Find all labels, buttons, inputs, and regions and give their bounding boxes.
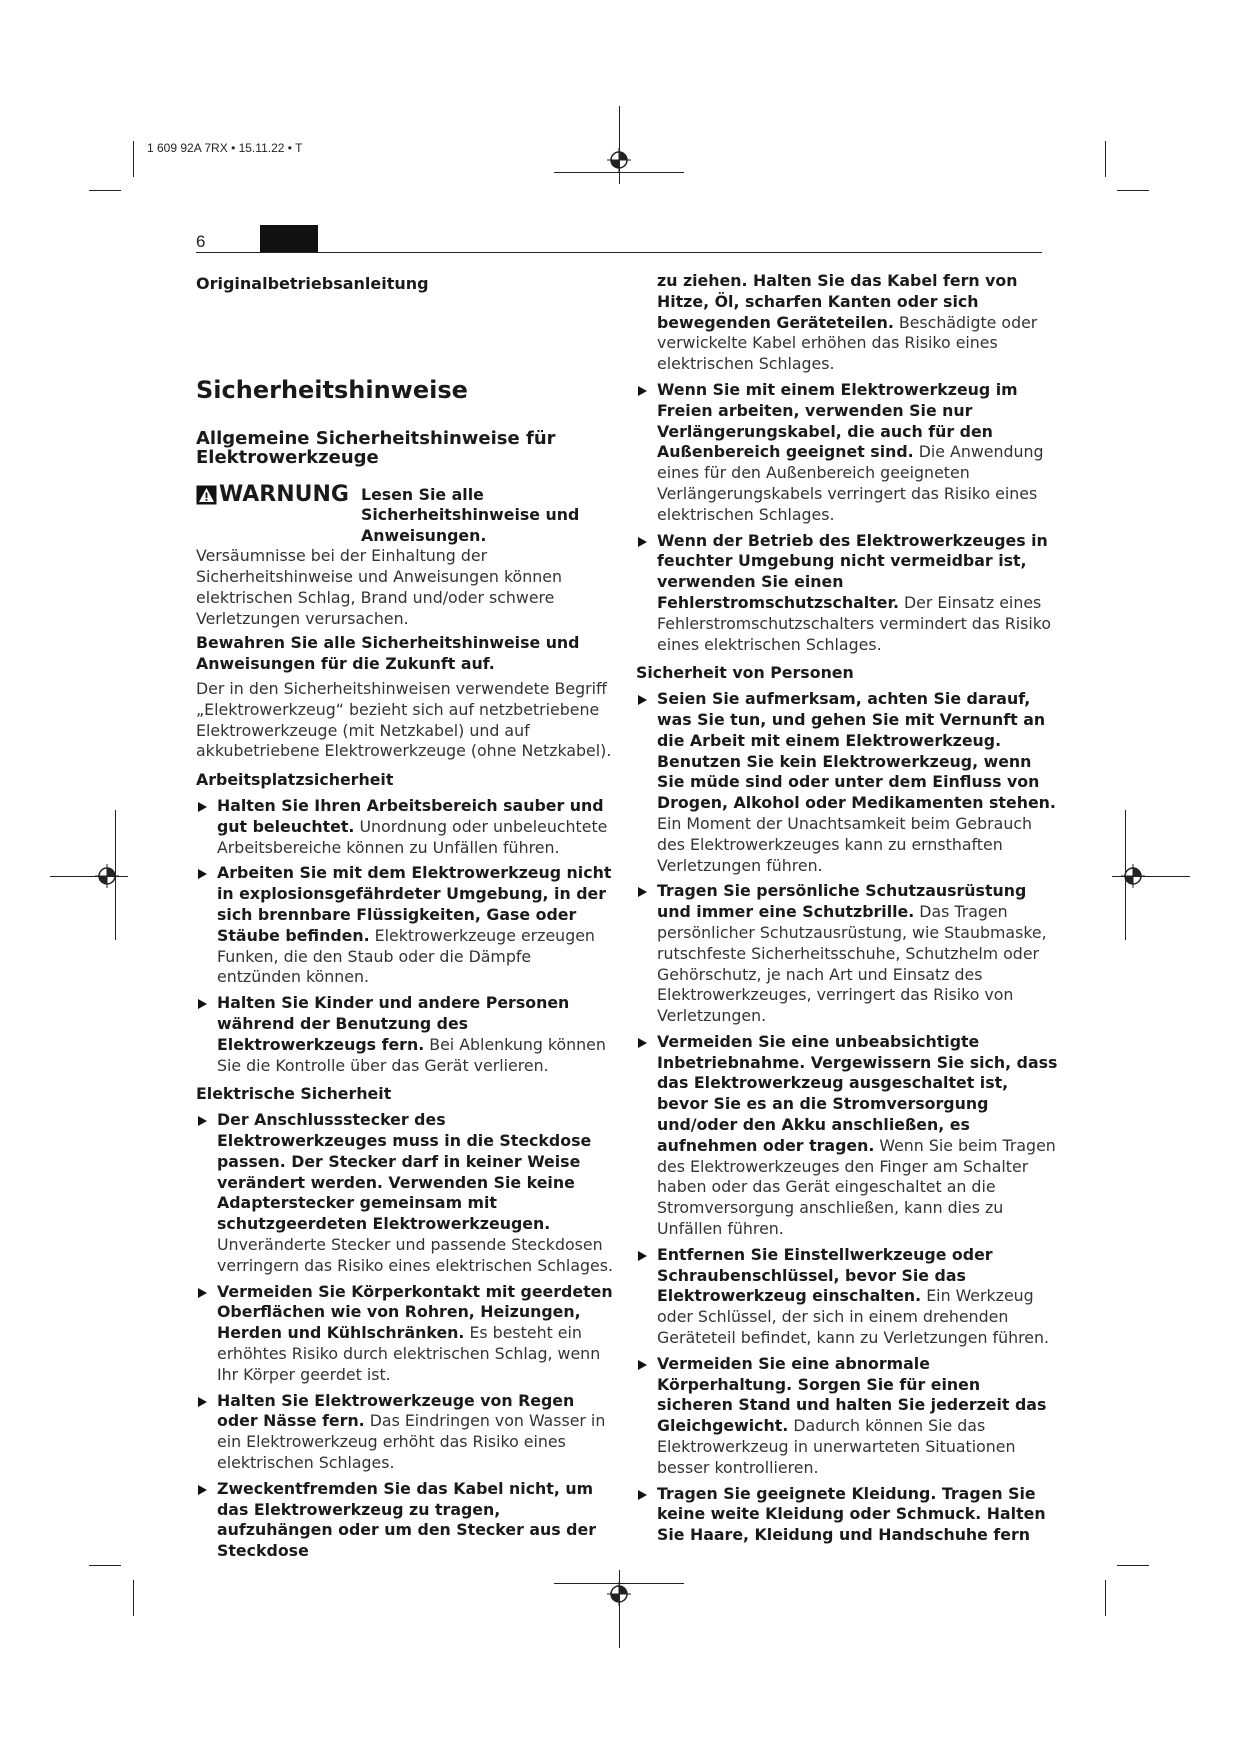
item-lead: Wenn der Betrieb des Elektrowerkzeuges in feuchter Umgebung nicht vermeidbar ist, verwenden Sie einen Fehlerstromschutzschalter. (657, 530, 1048, 612)
item-text: Wenn Sie beim Tragen des Elektrowerkzeuges den Finger am Schalter haben oder das Gerät eingeschaltet an die Stromversorgung anschließen, kann dies zu Unfällen führen. (657, 1135, 1056, 1239)
workplace-heading: Arbeitsplatzsicherheit (196, 770, 394, 790)
item-text: Der Einsatz eines Fehlerstromschutzschalters vermindert das Risiko eines elektrischen Schlages. (657, 592, 1051, 654)
warning-block (196, 483, 616, 547)
page-tab (260, 225, 318, 252)
list-item (196, 1110, 616, 1276)
list-item (196, 1391, 616, 1474)
warning-text: Versäumnisse bei der Einhaltung der Sicherheitshinweise und Anweisungen können elektrischen Schlag, Brand und/oder schwere Verletzungen verursachen. (196, 546, 562, 628)
item-text: Das Tragen persönlicher Schutzausrüstung, wie Staubmaske, rutschfeste Sicherheitsschuhe, Schutzhelm oder Gehörschutz, je nach Art und Einsatz des Elektrowerkzeuges, verringert das Risiko von Verletzungen. (657, 902, 1047, 1026)
list-item (196, 1282, 616, 1386)
item-lead: Tragen Sie geeignete Kleidung. Tragen Sie keine weite Kleidung oder Schmuck. Halten Sie Haare, Kleidung und Handschuhe fern (657, 1483, 1046, 1545)
bullet-arrow-icon (198, 1485, 207, 1495)
warning-word: WARNUNG (219, 481, 349, 507)
crop-mark (1117, 190, 1149, 191)
item-lead: Tragen Sie persönliche Schutzausrüstung und immer eine Schutzbrille. (657, 881, 1027, 922)
item-lead: Halten Sie Kinder und andere Personen während der Benutzung des Elektrowerkzeugs fern. (217, 993, 570, 1054)
bullet-arrow-icon (198, 1288, 207, 1298)
bullet-arrow-icon (638, 386, 647, 396)
left-column (196, 270, 616, 1562)
item-lead: Zweckentfremden Sie das Kabel nicht, um das Elektrowerkzeug zu tragen, aufzuhängen oder um den Stecker aus der Steckdose (217, 1478, 596, 1561)
list-item (636, 1484, 1061, 1546)
list-item (636, 689, 1061, 876)
header-rule (196, 252, 1042, 253)
warning-label (196, 483, 349, 507)
keep-notice: Bewahren Sie alle Sicherheitshinweise und Anweisungen für die Zukunft auf. (196, 633, 580, 674)
bullet-arrow-icon (638, 537, 647, 547)
list-item (196, 993, 616, 1076)
item-text: Elektrowerkzeuge erzeugen Funken, die den Staub oder die Dämpfe entzünden können. (217, 925, 595, 987)
list-item (636, 1032, 1061, 1240)
bullet-arrow-icon (638, 887, 647, 897)
item-lead: Halten Sie Ihren Arbeitsbereich sauber und gut beleuchtet. (217, 796, 604, 836)
term-definition: Der in den Sicherheitshinweisen verwendete Begriff „Elektrowerkzeug“ bezieht sich auf netzbetriebene Elektrowerkzeuge (mit Netzkabel) und auf akkubetriebene Elektrowerkzeuge (ohne Netzkabel). (196, 679, 612, 761)
electrical-heading: Elektrische Sicherheit (196, 1084, 392, 1104)
item-text: Unordnung oder unbeleuchtete Arbeitsbereiche können zu Unfällen führen. (217, 816, 608, 857)
item-text: Dadurch können Sie das Elektrowerkzeug in unerwarteten Situationen besser kontrollieren. (657, 1416, 1016, 1477)
section-title: Sicherheitshinweise (196, 375, 468, 404)
list-item (636, 1354, 1061, 1479)
list-item (636, 1245, 1061, 1349)
item-lead: Arbeiten Sie mit dem Elektrowerkzeug nicht in explosionsgefährdeter Umgebung, in der sich brennbare Flüssigkeiten, Gase oder Stäube befinden. (217, 863, 612, 945)
bullet-arrow-icon (198, 1397, 207, 1407)
list-item (636, 531, 1061, 656)
list-item (636, 881, 1061, 1027)
item-lead: Vermeiden Sie eine abnormale Körperhaltung. Sorgen Sie für einen sicheren Stand und halten Sie jederzeit das Gleichgewicht. (657, 1353, 1047, 1436)
registration-mark-icon (607, 1582, 631, 1606)
list-item (196, 1479, 616, 1562)
crop-mark (1105, 1580, 1106, 1616)
item-text: Ein Moment der Unachtsamkeit beim Gebrauch des Elektrowerkzeuges kann zu ernsthaften Verletzungen führen. (657, 813, 1033, 875)
bullet-arrow-icon (638, 1038, 647, 1048)
item-text: Das Eindringen von Wasser in ein Elektrowerkzeug erhöht das Risiko eines elektrischen Schlages. (217, 1411, 606, 1472)
bullet-arrow-icon (638, 1490, 647, 1500)
bullet-arrow-icon (198, 802, 207, 812)
bullet-arrow-icon (198, 869, 207, 879)
warning-lead: Lesen Sie alle Sicherheitshinweise und Anweisungen. (361, 484, 580, 545)
item-lead: zu ziehen. Halten Sie das Kabel fern von Hitze, Öl, scharfen Kanten oder sich bewegenden Geräteteilen. (657, 271, 1018, 332)
crop-mark (1105, 141, 1106, 177)
right-column (636, 271, 1061, 1546)
print-info: 1 609 92A 7RX • 15.11.22 • T (147, 141, 303, 155)
list-item (636, 380, 1061, 526)
doc-label: Originalbetriebsanleitung (196, 274, 429, 293)
bullet-arrow-icon (198, 999, 207, 1009)
crop-mark (89, 1565, 121, 1566)
bullet-arrow-icon (198, 1116, 207, 1126)
item-lead: Vermeiden Sie eine unbeabsichtigte Inbetriebnahme. Vergewissern Sie sich, dass das Elektrowerkzeug ausgeschaltet ist, bevor Sie es an die Stromversorgung und/oder den Akku anschließen, es aufnehmen oder tragen. (657, 1031, 1058, 1155)
personal-heading: Sicherheit von Personen (636, 663, 854, 683)
bullet-arrow-icon (638, 1360, 647, 1370)
list-item-continuation (636, 271, 1061, 375)
item-text: Ein Werkzeug oder Schlüssel, der sich in einem drehenden Geräteteil befindet, kann zu Verletzungen führen. (657, 1286, 1050, 1348)
item-text: Die Anwendung eines für den Außenbereich geeigneten Verlängerungskabels verringert das Risiko eines elektrischen Schlages. (657, 442, 1044, 524)
registration-mark-icon (95, 864, 119, 888)
item-lead: Seien Sie aufmerksam, achten Sie darauf, was Sie tun, und gehen Sie mit Vernunft an die Arbeit mit einem Elektrowerkzeug. Benutzen Sie kein Elektrowerkzeug, wenn Sie müde sind oder unter dem Einfluss von Drogen, Alkohol oder Medikamenten stehen. (657, 689, 1056, 813)
item-lead: Der Anschlussstecker des Elektrowerkzeuges muss in die Steckdose passen. Der Stecker darf in keiner Weise verändert werden. Verwenden Sie keine Adapterstecker gemeinsam mit schutzgeerdeten Elektrowerkzeugen. (217, 1110, 592, 1234)
crop-mark (133, 1580, 134, 1616)
item-lead: Halten Sie Elektrowerkzeuge von Regen oder Nässe fern. (217, 1390, 575, 1431)
registration-mark-icon (1121, 864, 1145, 888)
bullet-arrow-icon (638, 695, 647, 705)
subsection-title: Allgemeine Sicherheitshinweise für Elektrowerkzeuge (196, 427, 556, 468)
item-lead: Wenn Sie mit einem Elektrowerkzeug im Freien arbeiten, verwenden Sie nur Verlängerungskabel, die auch für den Außenbereich geeignet sind. (657, 379, 1018, 462)
item-text: Es besteht ein erhöhtes Risiko durch elektrischen Schlag, wenn Ihr Körper geerdet ist. (217, 1323, 601, 1384)
registration-line (619, 106, 620, 184)
page-number: 6 (196, 232, 206, 251)
item-text: Bei Ablenkung können Sie die Kontrolle über das Gerät verlieren. (217, 1034, 606, 1075)
item-text: Beschädigte oder verwickelte Kabel erhöhen das Risiko eines elektrischen Schlages. (657, 312, 1038, 374)
crop-mark (1117, 1565, 1149, 1566)
list-item (196, 863, 616, 988)
list-item (196, 796, 616, 858)
crop-mark (89, 190, 121, 191)
item-text: Unveränderte Stecker und passende Steckdosen verringern das Risiko eines elektrischen Schlages. (217, 1235, 614, 1275)
warning-triangle-icon (196, 485, 217, 505)
item-lead: Entfernen Sie Einstellwerkzeuge oder Schraubenschlüssel, bevor Sie das Elektrowerkzeug einschalten. (657, 1244, 993, 1306)
crop-mark (133, 141, 134, 177)
item-lead: Vermeiden Sie Körperkontakt mit geerdeten Oberflächen wie von Rohren, Heizungen, Herden und Kühlschränken. (217, 1281, 613, 1343)
registration-mark-icon (607, 148, 631, 172)
bullet-arrow-icon (638, 1251, 647, 1261)
